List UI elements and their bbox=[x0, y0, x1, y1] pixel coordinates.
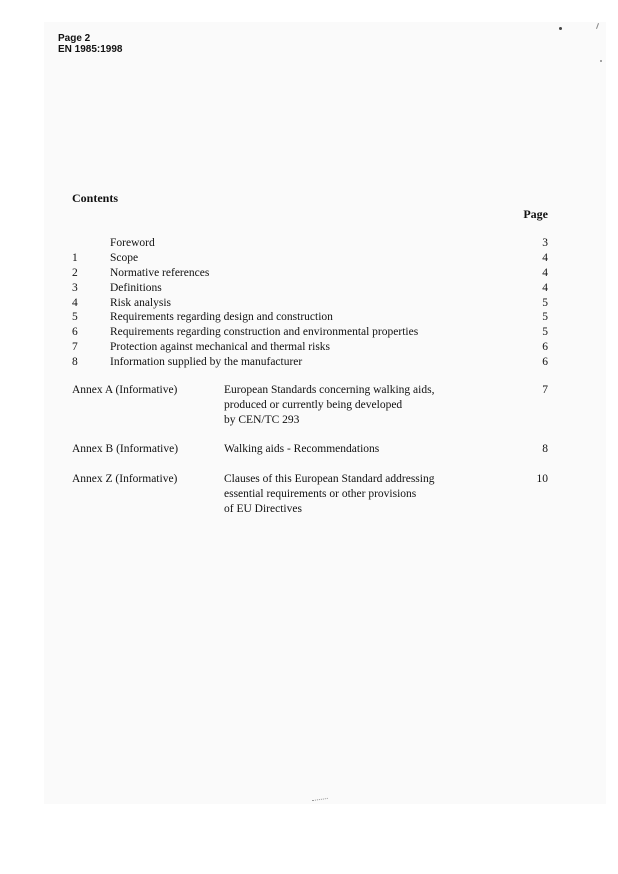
toc-entry-number: 1 bbox=[72, 251, 78, 264]
toc-entry-title: Requirements regarding construction and environmental properties bbox=[110, 326, 419, 339]
toc-entry-title: Protection against mechanical and thermal risks bbox=[110, 341, 331, 354]
table-of-contents bbox=[72, 236, 548, 370]
toc-entry bbox=[72, 236, 548, 251]
toc-entry-number: 2 bbox=[72, 266, 78, 279]
scan-speck bbox=[600, 60, 602, 62]
toc-entry-title: Risk analysis bbox=[110, 296, 172, 309]
toc-entry-title: Definitions bbox=[110, 281, 162, 294]
toc-entry-number: 7 bbox=[72, 341, 78, 354]
toc-entry-page: 4 bbox=[542, 281, 548, 294]
annex-label: Annex Z (Informative) bbox=[72, 473, 178, 485]
toc-entry bbox=[72, 355, 548, 370]
toc-entry-page: 6 bbox=[542, 341, 548, 354]
toc-entry-number: 3 bbox=[72, 281, 78, 294]
toc-entry-number: 6 bbox=[72, 326, 78, 339]
annex-title bbox=[224, 472, 484, 517]
toc-entry bbox=[72, 266, 548, 281]
toc-entry-page: 3 bbox=[542, 237, 548, 249]
annex-title-line: essential requirements or other provisions bbox=[224, 488, 417, 500]
annex-title-line: Clauses of this European Standard addressing bbox=[224, 473, 435, 485]
annex-title-line: European Standards concerning walking aids, bbox=[224, 384, 435, 396]
toc-entry-title: Scope bbox=[110, 251, 139, 264]
annex-title-line: of EU Directives bbox=[224, 503, 302, 515]
toc-entry-title: Requirements regarding design and construction bbox=[110, 311, 333, 324]
annex-title-line: Walking aids - Recommendations bbox=[224, 443, 380, 455]
toc-entry-page: 4 bbox=[542, 266, 548, 279]
annex-label: Annex B (Informative) bbox=[72, 443, 179, 455]
contents-heading: Contents bbox=[72, 191, 119, 205]
annex-page: 10 bbox=[536, 473, 548, 485]
toc-entry-number: 8 bbox=[72, 356, 78, 369]
toc-entry bbox=[72, 310, 548, 325]
toc-entry-page: 4 bbox=[542, 251, 548, 264]
page-column-label: Page bbox=[523, 207, 548, 221]
annex-title bbox=[224, 383, 484, 428]
toc-entry-page: 5 bbox=[542, 311, 548, 324]
annex-page: 8 bbox=[542, 443, 548, 455]
toc-entry bbox=[72, 340, 548, 355]
toc-entry-title: Normative references bbox=[110, 266, 210, 279]
toc-entry bbox=[72, 251, 548, 266]
toc-entry-title: Information supplied by the manufacturer bbox=[110, 356, 303, 369]
toc-entry bbox=[72, 296, 548, 311]
toc-entry-number: 4 bbox=[72, 296, 78, 309]
toc-entry bbox=[72, 325, 548, 340]
annex-title bbox=[224, 442, 484, 457]
page-number: Page 2 bbox=[58, 33, 91, 44]
toc-entry bbox=[72, 281, 548, 296]
toc-entry-page: 6 bbox=[542, 356, 548, 369]
standard-id: EN 1985:1998 bbox=[58, 44, 123, 55]
annex-title-line: produced or currently being developed bbox=[224, 399, 403, 411]
toc-entry-page: 5 bbox=[542, 326, 548, 339]
annex-label: Annex A (Informative) bbox=[72, 384, 178, 396]
annex-page: 7 bbox=[542, 384, 548, 396]
scan-speck bbox=[559, 27, 562, 30]
toc-entry-number: 5 bbox=[72, 311, 78, 324]
annex-title-line: by CEN/TC 293 bbox=[224, 414, 300, 426]
toc-entry-title: Foreword bbox=[110, 237, 155, 249]
toc-entry-page: 5 bbox=[542, 296, 548, 309]
